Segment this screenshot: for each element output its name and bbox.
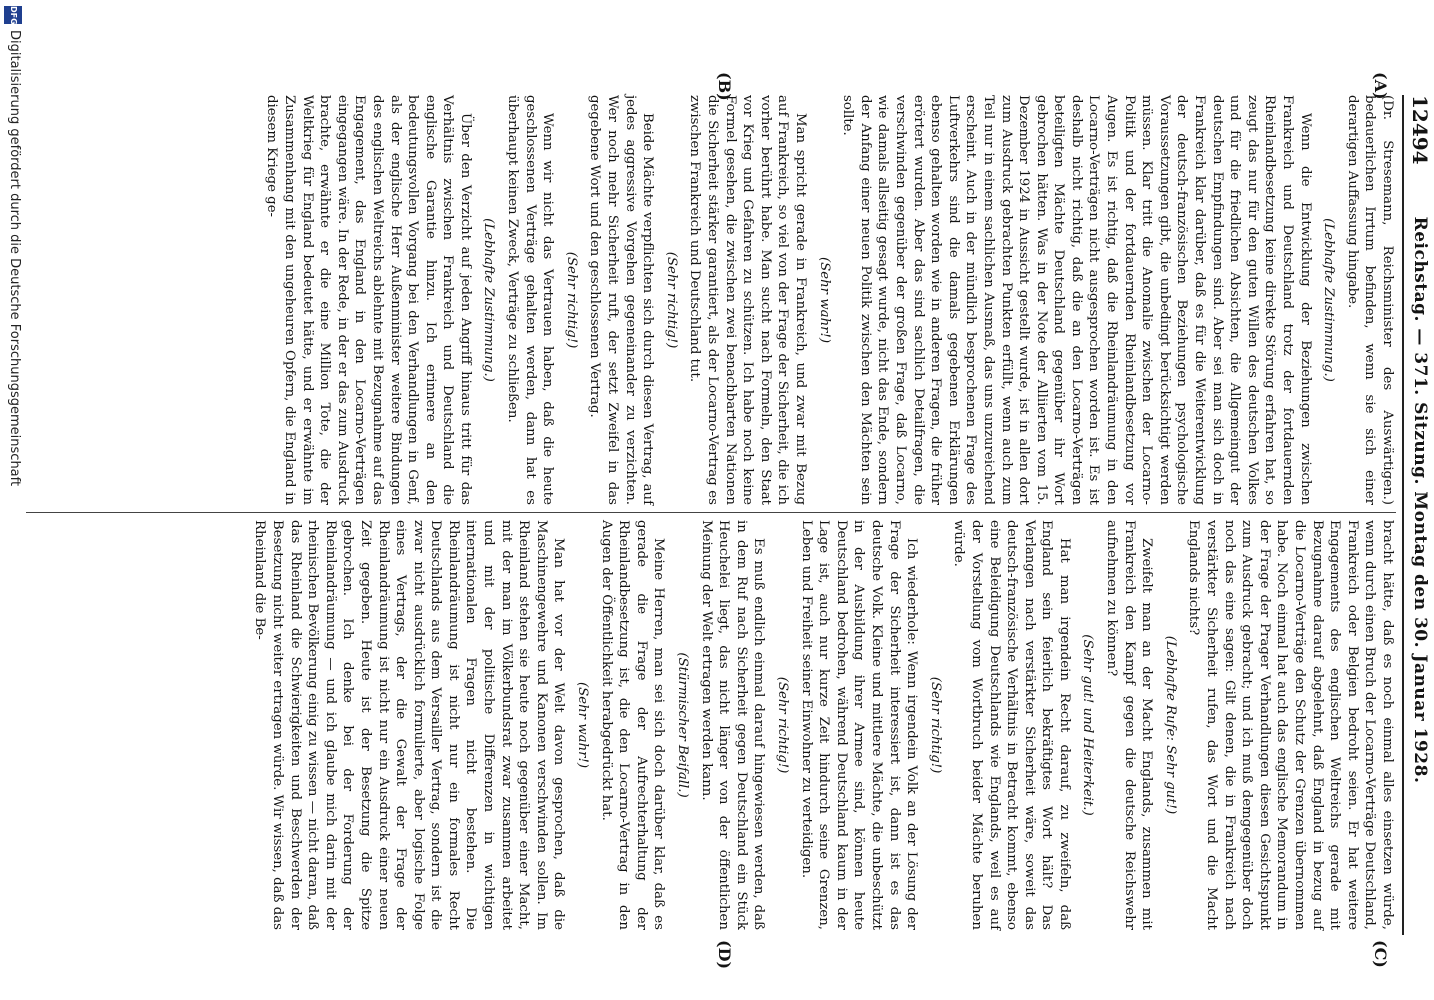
- interjection: (Lebhafte Zustimmung.): [481, 218, 497, 382]
- interjection: (Stürmischer Beifall.): [675, 652, 691, 798]
- right-column: [251, 520, 1396, 930]
- paragraph: Meine Herren, man sei sich doch darüber klar, daß es gerade die Frage der Aufrechterhaltung der Rheinlandbesetzung ist, die den Locarno-Vertrag in den Augen der Öffentlichkeit herabgedrückt hat.: [598, 520, 667, 930]
- interjection: (Sehr richtig!): [775, 676, 790, 774]
- margin-mark-c: (C): [1371, 940, 1390, 968]
- interjection: (Sehr gut! und Heiterkeit.): [1080, 634, 1096, 816]
- funding-note: Digitalisierung gefördert durch die Deutsche Forschungsgemeinschaft: [7, 30, 22, 487]
- interjection: (Lebhafte Zustimmung.): [1321, 218, 1337, 382]
- footer: [0, 0, 24, 1000]
- dfg-logo: DFG: [4, 6, 22, 24]
- paragraph: Hat man irgendein Recht darauf, zu zweifeln, daß England sein feierlich bekräftigtes Wort hält? Das Verlangen nach verstärkter Sicherheit wäre, soweit das deutsch-französische Verhältnis in Betracht kommt, ebenso eine Beleidigung Deutschlands wie Englands, weil es auf der Vorstellung vom Wortbruch beider Mächte beruhen würde.: [951, 520, 1072, 930]
- margin-mark-d: (D): [715, 940, 734, 970]
- paragraph: Wenn die Entwicklung der Beziehungen zwischen Frankreich und Deutschland trotz der fortdauernden Rheinlandbesetzung keine direkte Störung erfahren hat, so zeugt das nur für den guten Willen des deutschen Volkes und für die friedlichen Absichten, die Allgemeingut der deutschen Empfindungen sind. Aber sei man sich doch in Frankreich klar darüber, daß es für die Weiterentwicklung der deutsch-französischen Beziehungen psychologische Voraussetzungen gibt, die unbedingt berücksichtigt werden müssen. Klar tritt die Anomalie zwischen der Locarno-Politik und der fortdauernden Rheinlandbesetzung vor Augen. Es ist richtig, daß die Rheinlandräumung in den Locarno-Verträgen nicht ausgesprochen worden ist. Es ist deshalb nicht richtig, daß die an den Locarno-Verträgen beteiligten Mächte Deutschland gegenüber ihr Wort gebrochen hätten. Was in der Note der Alliierten vom 15. Dezember 1924 in Aussicht gestellt wurde, ist in allen dort zum Ausdruck gebrachten Punkten erfüllt, wenn auch zum Teil nur in einem sachlichen Ausmaß, das uns unzureichend erscheint. Auch in der mündlich besprochenen Frage des Luftverkehrs sind die damals gegebenen Erklärungen ebenso gehalten worden wie in anderen Fragen, die früher erörtert wurden. Aber das sind sachlich Detailfragen, die verschwinden gegenüber der großen Frage, daß Locarno, wie damals allseitig gesagt wurde, nicht das Ende, sondern der Anfang einer neuen Politik zwischen den Mächten sein sollte.: [840, 95, 1313, 505]
- interjection: (Lebhafte Rufe: Sehr gut!): [1162, 635, 1178, 815]
- paragraph: Man hat vor der Welt davon gesprochen, daß die Maschinengewehre und Kanonen verschwinden sollen. Im Rheinland stehen sie heute noch gegenüber einer Macht, mit der man im Völkerbundsrat zwar zusammen arbeitet und mit der politische Differenzen in wichtigen internationalen Fragen nicht bestehen. Die Rheinlandräumung ist nicht nur ein formales Recht Deutschlands aus dem Versailler Vertrag, sondern ist die zwar nicht ausdrücklich formulierte, aber logische Folge eines Vertrags, der die Gewalt der Frage der Rheinlandräumung ist nicht nur ein Ausdruck einer neuen Zeit gegeben. Heute ist der Besetzung die Spitze gebrochen. Ich denke bei der Forderung der Rheinlandräumung — und ich glaube mich darin mit der rheinischen Bevölkerung einig zu wissen — nicht daran, daß das Rheinland die Schwierigkeiten und Beschwerden der Besetzung nicht weiter ertragen würde. Wir wissen, daß das Rheinland die Be-: [252, 520, 567, 930]
- interjection: (Sehr richtig!): [663, 251, 679, 349]
- page-number: 12494: [1408, 95, 1432, 165]
- column-divider: [26, 512, 1396, 513]
- page-title: Reichstag. — 371. Sitzung. Montag den 30. Januar 1928.: [1410, 216, 1430, 784]
- interjection: (Sehr richtig!): [927, 676, 943, 774]
- interjection: (Sehr wahr!): [575, 681, 591, 769]
- margin-mark-b: (B): [715, 72, 734, 101]
- paragraph: Man spricht gerade in Frankreich, und zwar mit Bezug auf Frankreich, so viel von der Frage der Sicherheit, die ich vorher berührt habe. Man sucht nach Formeln, den Staat vor Krieg und Gefahren zu schützen. Ich habe noch keine Formel gesehen, die zwischen zwei benachbarten Nationen die Sicherheit stärker garantiert, als der Locarno-Vertrag es zwischen Frankreich und Deutschland tut.: [687, 95, 808, 505]
- margin-mark-a: (A): [1371, 72, 1390, 100]
- paragraph: bracht hätte, daß es noch einmal alles einsetzen würde, wenn durch einen Bruch der Locarno-Verträge Deutschland, Frankreich oder Belgien bedroht seien. Er hat weitere Engagements des englischen Weltreichs gerade mit Bezugnahme darauf abgelehnt, daß England in bezug auf die Locarno-Verträge den Schutz der Grenzen übernommen habe. Noch einmal hat auch das englische Memorandum in der Frage der Prager Verhandlungen diesen Gesichtspunkt zum Ausdruck gebracht; und ich muß demgegenüber doch noch das eine sagen: Gilt denen, die in Frankreich nach verstärkter Sicherheit rufen, das Wort und die Macht Englands nichts?: [1186, 520, 1395, 930]
- paragraph: (Dr. Stresemann, Reichsminister des Auswärtigen.) bedauerlichen Irrtum befinden, wenn sie sich einer derartigen Auffassung hingabe.: [1344, 95, 1395, 505]
- paragraph: Wenn wir nicht das Vertrauen haben, daß die heute geschlossenen Verträge gehalten werden, dann hat es überhaupt keinen Zweck, Verträge zu schließen.: [505, 95, 556, 505]
- paragraph: Über den Verzicht auf jeden Angriff hinaus tritt für das Verhältnis zwischen Frankreich und Deutschland die englische Garantie hinzu. Ich erinnere an den bedeutungsvollen Vorgang bei den Verhandlungen in Genf, als der englische Herr Außenminister weitere Bindungen des englischen Weltreichs ablehnte mit Bezugnahme auf das Engagement, das England in den Locarno-Verträgen eingegangen wäre. In der Rede, in der er das zum Ausdruck brachte, erwähnte er die eine Million Tote, die der Weltkrieg für England bedeutet hätte, und er erwähnte im Zusammenhang mit den ungeheuren Opfern, die England in diesem Kriege ge-: [264, 95, 473, 505]
- paragraph: Es muß endlich einmal darauf hingewiesen werden, daß in dem Ruf nach Sicherheit gegen Deutschland ein Stück Heuchelei liegt, das nicht länger von der öffentlichen Meinung der Welt ertragen werden kann.: [698, 520, 767, 930]
- left-column: [263, 95, 1396, 505]
- interjection: (Sehr wahr!): [816, 256, 832, 344]
- paragraph: Ich wiederhole: Wenn irgendein Volk an der Lösung der Frage der Sicherheit interessiert ist, dann ist es das deutsche Volk. Kleine und mittlere Mächte, die unbeschützt in der Ausbildung ihrer Armee sind, können heute Deutschland bedrohen, während Deutschland kaum in der Lage ist, auch nur kurze Zeit hindurch seine Grenzen, Leben und Freiheit seiner Einwohner zu verteidigen.: [798, 520, 920, 930]
- page-header: [1402, 0, 1434, 1000]
- header-rule: [1402, 95, 1404, 935]
- paragraph: Zweifelt man an der Macht Englands, zusammen mit Frankreich den Kampf gegen die deutsche Reichswehr aufnehmen zu können?: [1104, 520, 1155, 930]
- interjection: (Sehr richtig!): [563, 251, 579, 349]
- paragraph: Beide Mächte verpflichten sich durch diesen Vertrag, auf jedes aggressive Vorgehen gegeneinander zu verzichten. Wer noch mehr Sicherheit ruft, der setzt Zweifel in das gegebene Wort und den geschlossenen Vertrag.: [587, 95, 656, 505]
